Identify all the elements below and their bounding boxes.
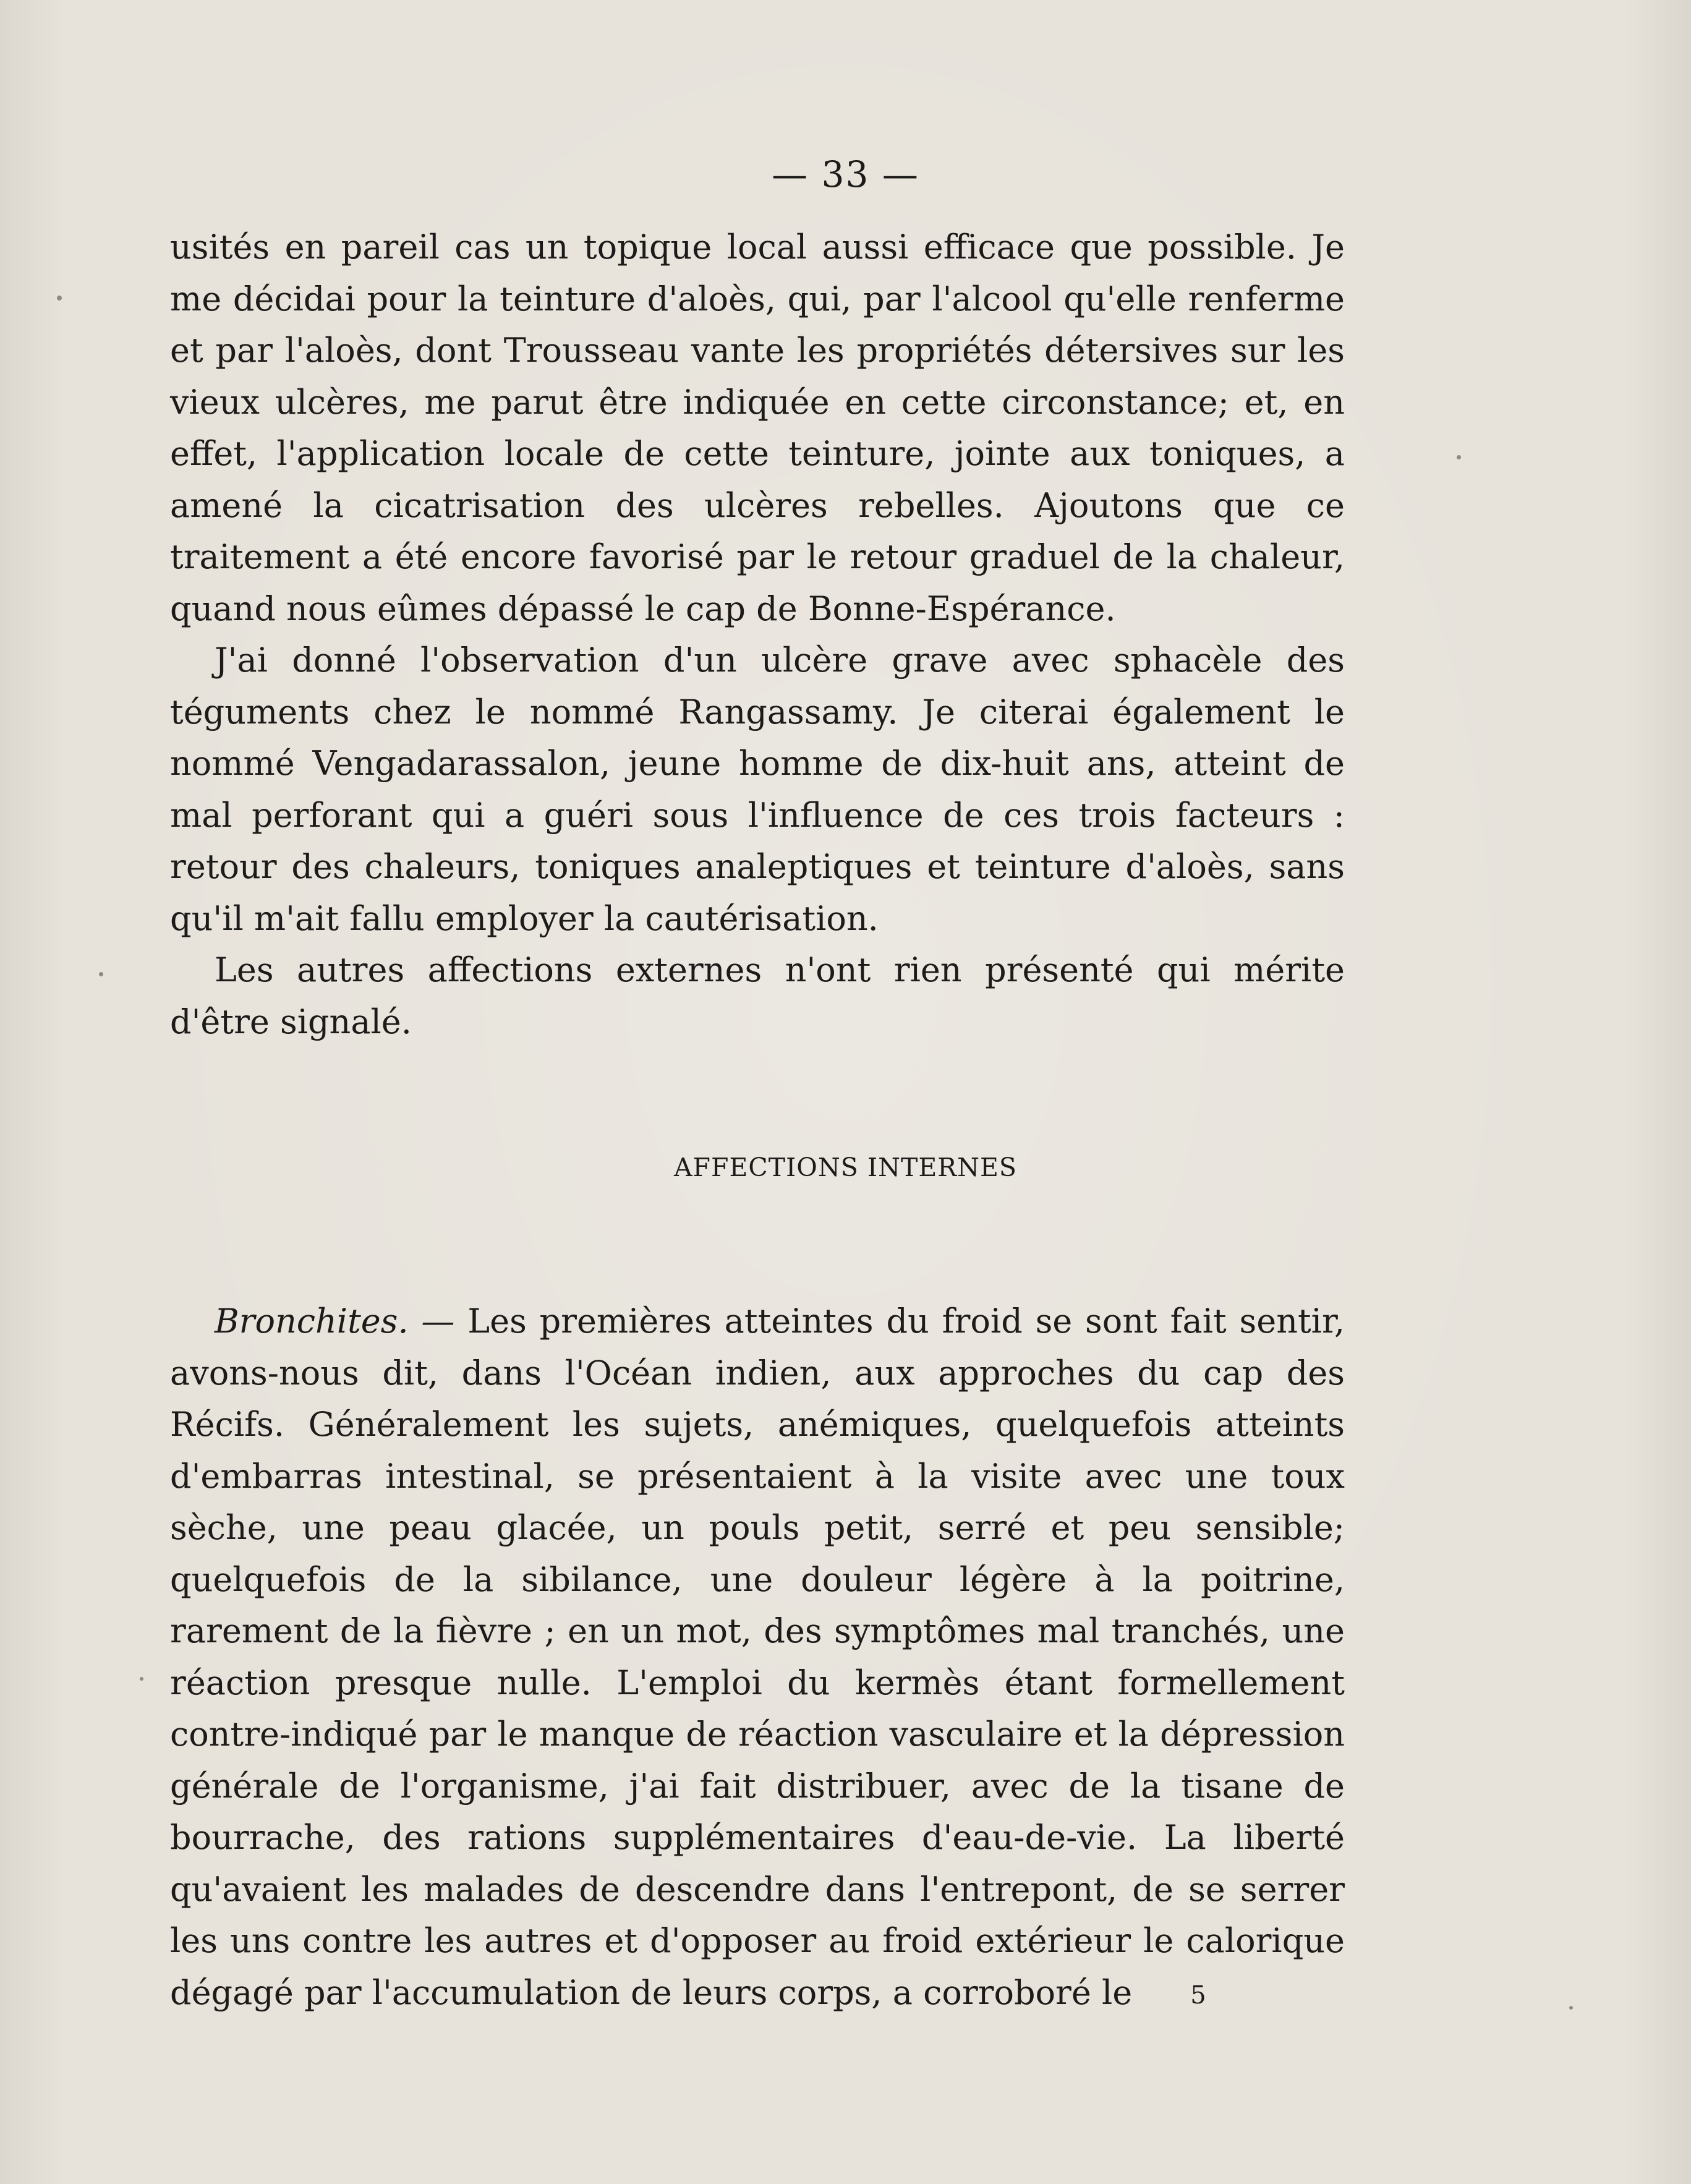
- paper-speck: [140, 1677, 143, 1681]
- paper-speck: [57, 296, 62, 301]
- signature-mark: 5: [1190, 1981, 1206, 2010]
- section-heading: AFFECTIONS INTERNES: [673, 1153, 1018, 1182]
- body-text-lower: [170, 1295, 1345, 2018]
- page-number: — 33 —: [772, 153, 919, 195]
- body-text-upper: [170, 221, 1345, 1047]
- paragraph-bronchites-text: Les premières atteintes du froid se sont fait sentir, avons-nous dit, dans l'Océan indien, aux approches du cap des Récifs. Généralement les sujets, anémiques, quelquefois atteints d'embarras intestinal, se présentaient à la visite avec une toux sèche, une peau glacée, un pouls petit, serré et peu sensible; quelquefois de la sibilance, une douleur légère à la poitrine, rarement de la fièvre ; en un mot, des symptômes mal tranchés, une réaction presque nulle. L'emploi du kermès étant formellement contre-indiqué par le manque de réaction vasculaire et la dépression générale de l'organisme, j'ai fait distribuer, avec de la tisane de bourrache, des rations supplémentaires d'eau-de-vie. La liberté qu'avaient les malades de descendre dans l'entrepont, de se serrer les uns contre les autres et d'opposer au froid extérieur le calorique dégagé par l'accumulation de leurs corps, a corroboré le: [170, 1302, 1345, 2012]
- paragraph-bronchites: [170, 1295, 1345, 2018]
- paragraph-autres-affections: Les autres affections externes n'ont rien présenté qui mérite d'être signalé.: [170, 950, 1345, 1041]
- paper-speck: [99, 972, 103, 976]
- paper-speck: [1457, 455, 1461, 459]
- paragraph-continuation: usités en pareil cas un topique local aussi efficace que possible. Je me décidai pour la teinture d'aloès, qui, par l'alcool qu'elle renferme et par l'aloès, dont Trousseau vante les propriétés détersives sur les vieux ulcères, me parut être indiquée en cette circonstance; et, en effet, l'application locale de cette teinture, jointe aux toniques, a amené la cicatrisation des ulcères rebelles. Ajoutons que ce traitement a été encore favorisé par le retour graduel de la chaleur, quand nous eûmes dépassé le cap de Bonne-Espérance.: [170, 228, 1345, 628]
- paragraph-rangassamy: J'ai donné l'observation d'un ulcère grave avec sphacèle des téguments chez le nommé Rangassamy. Je citerai également le nommé Vengadarassalon, jeune homme de dix-huit ans, atteint de mal perforant qui a guéri sous l'influence de ces trois facteurs : retour des chaleurs, toniques analeptiques et teinture d'aloès, sans qu'il m'ait fallu employer la cautérisation.: [170, 641, 1345, 938]
- runin-heading-bronchites: Bronchites. —: [215, 1302, 455, 1341]
- paper-speck: [1569, 2006, 1573, 2010]
